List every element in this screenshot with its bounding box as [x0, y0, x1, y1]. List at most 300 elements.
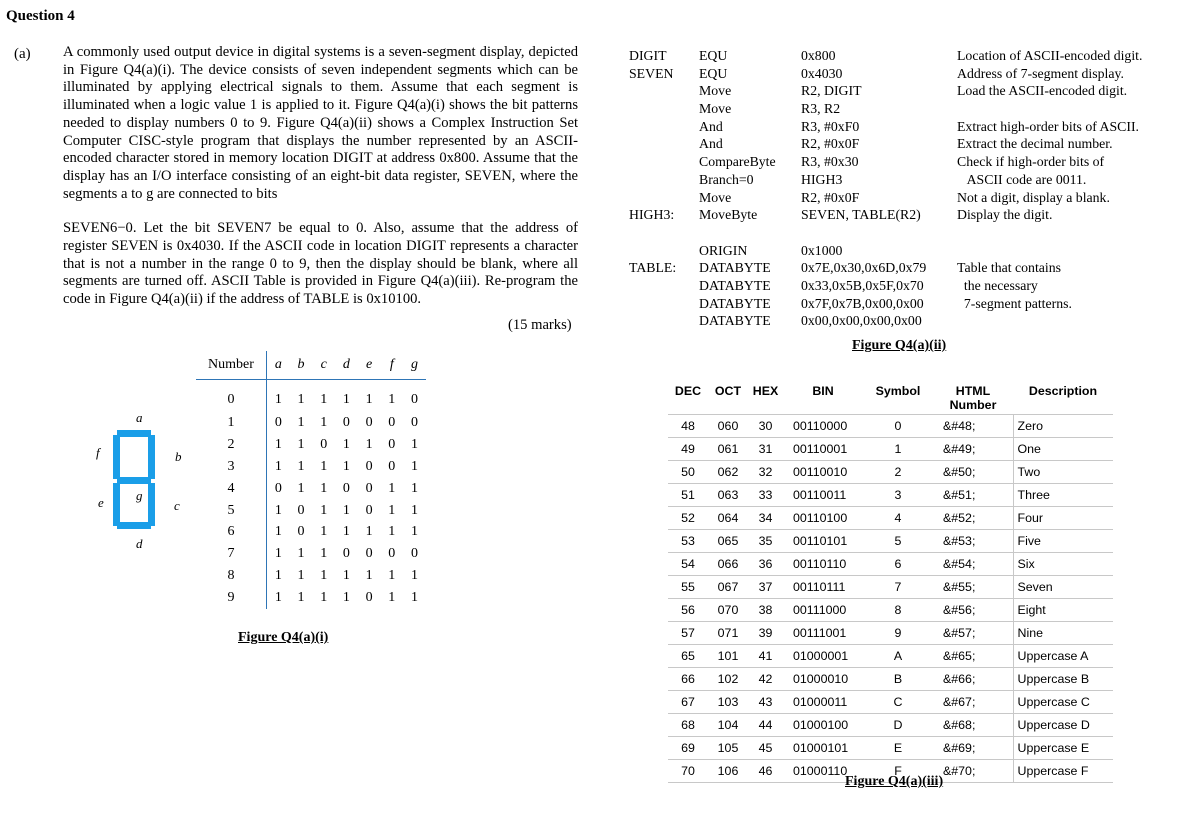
ascii-cell: 00110000: [783, 414, 863, 437]
bit-cell: 1: [274, 392, 282, 407]
code-opcode: Move: [699, 189, 732, 205]
ascii-cell: 35: [748, 529, 783, 552]
header-segment-e: e: [358, 351, 381, 380]
bit-cell: 1: [388, 480, 396, 496]
table-row: [196, 434, 426, 456]
bit-cell: 0: [342, 546, 350, 562]
bit-cell: 1: [297, 546, 305, 562]
header-segment-b: b: [290, 351, 313, 380]
ascii-cell: 53: [668, 529, 708, 552]
bit-cell: 0: [410, 392, 418, 407]
digit-cell: 7: [196, 543, 267, 565]
code-opcode: DATABYTE: [699, 295, 771, 311]
segment-label-e: e: [98, 495, 104, 510]
ascii-cell: 6: [863, 552, 933, 575]
ascii-cell: 01000010: [783, 667, 863, 690]
ascii-cell: 31: [748, 437, 783, 460]
ascii-cell: 41: [748, 644, 783, 667]
code-operands: R3, #0xF0: [801, 118, 860, 134]
ascii-cell: 103: [708, 690, 748, 713]
bit-cell: 1: [320, 546, 328, 562]
bit-cell: 1: [388, 590, 396, 606]
digit-cell: 8: [196, 565, 267, 587]
bit-cell: 1: [320, 480, 328, 496]
header-segment-f: f: [380, 351, 403, 380]
ascii-cell: &#55;: [933, 575, 1013, 598]
ascii-cell: 9: [863, 621, 933, 644]
ascii-cell: &#57;: [933, 621, 1013, 644]
ascii-cell: 52: [668, 506, 708, 529]
bit-cell: 0: [365, 590, 373, 606]
code-comment: Load the ASCII-encoded digit.: [957, 83, 1128, 99]
table-row: [668, 552, 1113, 575]
ascii-cell: 066: [708, 552, 748, 575]
ascii-cell: 01000110: [783, 759, 863, 782]
bit-cell: 1: [274, 568, 282, 584]
bit-cell: 0: [274, 480, 282, 496]
ascii-cell: 102: [708, 667, 748, 690]
bit-cell: 1: [320, 524, 328, 540]
code-operands: 0x1000: [801, 242, 843, 258]
ascii-cell: 063: [708, 483, 748, 506]
ascii-header-description: Description: [1028, 384, 1098, 398]
ascii-cell: 067: [708, 575, 748, 598]
ascii-cell: Uppercase F: [1013, 759, 1113, 782]
code-opcode: DATABYTE: [699, 313, 771, 329]
code-opcode: Branch=0: [699, 171, 754, 187]
segment-d: [117, 522, 151, 529]
ascii-cell: 00110001: [783, 437, 863, 460]
table-row: [196, 500, 426, 522]
ascii-cell: 00110100: [783, 506, 863, 529]
bit-cell: 1: [410, 524, 418, 540]
ascii-cell: 105: [708, 736, 748, 759]
bit-cell: 1: [410, 502, 418, 518]
segment-c: [148, 483, 155, 526]
ascii-cell: Seven: [1013, 575, 1113, 598]
ascii-cell: 061: [708, 437, 748, 460]
ascii-cell: F: [863, 759, 933, 782]
ascii-header-oct: OCT: [714, 384, 742, 398]
bit-cell: 0: [297, 524, 305, 540]
ascii-cell: One: [1013, 437, 1113, 460]
figure-caption-i: Figure Q4(a)(i): [238, 630, 329, 645]
code-comment: ASCII code are 0011.: [957, 171, 1087, 187]
code-opcode: EQU: [699, 48, 728, 63]
bit-cell: 0: [274, 414, 282, 430]
ascii-cell: Five: [1013, 529, 1113, 552]
ascii-cell: 00110110: [783, 552, 863, 575]
code-operands: 0x4030: [801, 65, 843, 81]
table-row: [668, 460, 1113, 483]
ascii-cell: 42: [748, 667, 783, 690]
bit-cell: 1: [274, 502, 282, 518]
bit-cell: 1: [410, 568, 418, 584]
table-row: [196, 380, 426, 413]
ascii-cell: 48: [668, 414, 708, 437]
segment-pattern-table: [196, 351, 426, 609]
ascii-cell: 51: [668, 483, 708, 506]
segment-b: [148, 435, 155, 479]
ascii-cell: 57: [668, 621, 708, 644]
paragraph-1: A commonly used output device in digital systems is a seven-segment display, depicted in Figure Q4(a)(i). The device consists of seven independent segments which can be illuminated by applying electrical signals to them. Assume that each segment is illuminated when a logic value 1 is applied to it. Figure Q4(a)(i) shows the bit patterns needed to display numbers 0 to 9. Figure Q4(a)(ii) shows a Complex Instruction Set Computer CISC-style program that displays the number represented by an ASCII-encoded character stored in memory location DIGIT at address 0x800. Assume that the display has an I/O interface consisting of an eight-bit data register, SEVEN, where the segments a to g are connected to bits: [63, 44, 578, 202]
ascii-cell: 00111000: [783, 598, 863, 621]
ascii-cell: &#51;: [933, 483, 1013, 506]
ascii-header-symbol: Symbol: [875, 384, 921, 398]
code-comment: Address of 7-segment display.: [957, 65, 1124, 81]
bit-cell: 0: [388, 458, 396, 474]
table-row: [196, 587, 426, 609]
ascii-cell: 070: [708, 598, 748, 621]
bit-cell: 0: [365, 414, 373, 430]
table-row: [196, 543, 426, 565]
code-operands: SEVEN, TABLE(R2): [801, 207, 921, 223]
ascii-header-hex: HEX: [752, 384, 779, 398]
bit-cell: 1: [320, 414, 328, 430]
bit-cell: 1: [297, 392, 305, 407]
bit-cell: 1: [274, 524, 282, 540]
header-number: Number: [196, 351, 267, 380]
ascii-cell: &#70;: [933, 759, 1013, 782]
ascii-cell: 36: [748, 552, 783, 575]
code-label: HIGH3:: [629, 207, 675, 223]
ascii-cell: 43: [748, 690, 783, 713]
bit-cell: 0: [410, 414, 418, 430]
ascii-cell: E: [863, 736, 933, 759]
bit-cell: 1: [320, 458, 328, 474]
digit-cell: 4: [196, 478, 267, 500]
code-comment: Table that contains: [957, 260, 1062, 276]
bit-cell: 1: [342, 392, 350, 407]
bit-cell: 1: [297, 458, 305, 474]
bit-cell: 0: [297, 502, 305, 518]
table-row: [668, 644, 1113, 667]
digit-cell: 9: [196, 587, 267, 609]
digit-cell: 6: [196, 521, 267, 543]
ascii-cell: 66: [668, 667, 708, 690]
ascii-cell: &#67;: [933, 690, 1013, 713]
ascii-cell: 01000100: [783, 713, 863, 736]
digit-cell: 2: [196, 434, 267, 456]
ascii-cell: 3: [863, 483, 933, 506]
ascii-cell: 064: [708, 506, 748, 529]
ascii-header-bin: BIN: [812, 384, 834, 398]
ascii-cell: 101: [708, 644, 748, 667]
ascii-cell: &#54;: [933, 552, 1013, 575]
bit-cell: 1: [365, 392, 373, 407]
table-row: [196, 521, 426, 543]
ascii-cell: 45: [748, 736, 783, 759]
digit-cell: 3: [196, 456, 267, 478]
bit-cell: 1: [297, 480, 305, 496]
ascii-cell: 67: [668, 690, 708, 713]
table-row: [668, 483, 1113, 506]
ascii-cell: 54: [668, 552, 708, 575]
ascii-cell: &#69;: [933, 736, 1013, 759]
ascii-cell: 69: [668, 736, 708, 759]
ascii-cell: &#56;: [933, 598, 1013, 621]
ascii-cell: 106: [708, 759, 748, 782]
ascii-cell: 2: [863, 460, 933, 483]
bit-cell: 1: [297, 436, 305, 452]
segment-f: [113, 435, 120, 479]
ascii-cell: 34: [748, 506, 783, 529]
bit-cell: 1: [342, 590, 350, 606]
bit-cell: 1: [410, 480, 418, 496]
table-row: [668, 437, 1113, 460]
ascii-cell: 44: [748, 713, 783, 736]
segment-label-g: g: [136, 488, 143, 503]
code-comment: 7-segment patterns.: [957, 295, 1072, 311]
table-row: [668, 529, 1113, 552]
bit-cell: 1: [342, 458, 350, 474]
ascii-cell: Uppercase A: [1013, 644, 1113, 667]
ascii-cell: Six: [1013, 552, 1113, 575]
code-operands: HIGH3: [801, 171, 843, 187]
ascii-cell: &#50;: [933, 460, 1013, 483]
ascii-cell: B: [863, 667, 933, 690]
ascii-cell: 55: [668, 575, 708, 598]
ascii-cell: 32: [748, 460, 783, 483]
table-row: [668, 506, 1113, 529]
bit-cell: 0: [320, 436, 328, 452]
bit-cell: 0: [342, 414, 350, 430]
ascii-cell: 00110011: [783, 483, 863, 506]
marks-label: (15 marks): [508, 317, 572, 333]
ascii-cell: Eight: [1013, 598, 1113, 621]
ascii-cell: Three: [1013, 483, 1113, 506]
bit-cell: 1: [320, 392, 328, 407]
segment-label-c: c: [174, 498, 180, 513]
ascii-header-dec: DEC: [674, 384, 702, 398]
bit-cell: 1: [342, 568, 350, 584]
code-comment: Not a digit, display a blank.: [957, 189, 1110, 205]
ascii-cell: 65: [668, 644, 708, 667]
bit-cell: 1: [297, 568, 305, 584]
table-row: [668, 667, 1113, 690]
code-operands: 0x7F,0x7B,0x00,0x00: [801, 295, 924, 311]
ascii-cell: Uppercase E: [1013, 736, 1113, 759]
header-segment-g: g: [403, 351, 426, 380]
ascii-cell: 39: [748, 621, 783, 644]
bit-cell: 1: [320, 502, 328, 518]
ascii-cell: 5: [863, 529, 933, 552]
table-row: [196, 456, 426, 478]
ascii-cell: &#49;: [933, 437, 1013, 460]
ascii-cell: Nine: [1013, 621, 1113, 644]
ascii-cell: &#53;: [933, 529, 1013, 552]
ascii-cell: D: [863, 713, 933, 736]
bit-cell: 1: [274, 590, 282, 606]
ascii-cell: 49: [668, 437, 708, 460]
code-comment: Extract the decimal number.: [957, 136, 1113, 152]
ascii-cell: Four: [1013, 506, 1113, 529]
bit-cell: 0: [410, 546, 418, 562]
ascii-cell: 70: [668, 759, 708, 782]
table-row: [668, 713, 1113, 736]
code-comment: Check if high-order bits of: [957, 154, 1105, 170]
code-label: DIGIT: [629, 48, 667, 63]
code-opcode: MoveByte: [699, 207, 758, 223]
code-operands: 0x33,0x5B,0x5F,0x70: [801, 277, 924, 293]
segment-label-f: f: [96, 445, 100, 460]
ascii-cell: 38: [748, 598, 783, 621]
paragraph-2: SEVEN6−0. Let the bit SEVEN7 be equal to 0. Also, assume that the address of register SEVEN is 0x4030. If the ASCII code in location DIGIT represents a character that is not a number in the range 0 to 9, then the display should be blank, where all segments are turned off. ASCII Table is provided in Figure Q4(a)(iii). Re-program the code in Figure Q4(a)(ii) if the address of TABLE is 0x10100.: [63, 220, 578, 308]
ascii-cell: 00110111: [783, 575, 863, 598]
ascii-cell: Uppercase C: [1013, 690, 1113, 713]
ascii-cell: 104: [708, 713, 748, 736]
ascii-cell: 1: [863, 437, 933, 460]
table-row: [668, 575, 1113, 598]
table-row: [196, 412, 426, 434]
digit-cell: 5: [196, 500, 267, 522]
bit-cell: 0: [388, 436, 396, 452]
bit-cell: 1: [365, 568, 373, 584]
ascii-cell: 062: [708, 460, 748, 483]
ascii-cell: Zero: [1013, 414, 1113, 437]
table-row: [668, 621, 1113, 644]
code-comment: the necessary: [957, 277, 1038, 293]
ascii-cell: &#65;: [933, 644, 1013, 667]
code-opcode: DATABYTE: [699, 277, 771, 293]
ascii-cell: 8: [863, 598, 933, 621]
ascii-cell: 00111001: [783, 621, 863, 644]
code-opcode: CompareByte: [699, 154, 776, 170]
ascii-cell: C: [863, 690, 933, 713]
code-operands: 0x800: [801, 48, 836, 63]
bit-cell: 1: [297, 414, 305, 430]
bit-cell: 1: [274, 436, 282, 452]
code-operands: 0x00,0x00,0x00,0x00: [801, 313, 922, 329]
ascii-cell: 46: [748, 759, 783, 782]
seven-segment-display: [90, 405, 190, 555]
bit-cell: 0: [342, 480, 350, 496]
ascii-cell: 00110101: [783, 529, 863, 552]
code-comment: Display the digit.: [957, 207, 1053, 223]
table-row: [668, 598, 1113, 621]
table-row: [196, 565, 426, 587]
code-label: SEVEN: [629, 65, 674, 81]
ascii-cell: A: [863, 644, 933, 667]
bit-cell: 1: [388, 392, 396, 407]
segment-label-b: b: [175, 449, 182, 464]
ascii-cell: &#48;: [933, 414, 1013, 437]
ascii-cell: 7: [863, 575, 933, 598]
ascii-cell: &#52;: [933, 506, 1013, 529]
segment-label-d: d: [136, 536, 143, 551]
ascii-cell: 68: [668, 713, 708, 736]
question-title: Question 4: [6, 8, 75, 24]
bit-cell: 1: [410, 590, 418, 606]
bit-cell: 1: [320, 590, 328, 606]
ascii-cell: 01000101: [783, 736, 863, 759]
ascii-cell: &#66;: [933, 667, 1013, 690]
ascii-cell: 071: [708, 621, 748, 644]
header-segment-d: d: [335, 351, 358, 380]
bit-cell: 1: [365, 436, 373, 452]
code-comment: Location of ASCII-encoded digit.: [957, 48, 1143, 63]
code-operands: R2, DIGIT: [801, 83, 862, 99]
code-operands: R2, #0x0F: [801, 189, 860, 205]
ascii-cell: 4: [863, 506, 933, 529]
figure-caption-ii: Figure Q4(a)(ii): [852, 338, 947, 353]
bit-cell: 0: [388, 414, 396, 430]
ascii-cell: Uppercase D: [1013, 713, 1113, 736]
table-row: [196, 478, 426, 500]
figure-caption-iii: Figure Q4(a)(iii): [845, 774, 944, 789]
ascii-header-html-number: HTML Number: [949, 384, 997, 412]
table-row: [668, 414, 1113, 437]
bit-cell: 1: [342, 502, 350, 518]
bit-cell: 0: [388, 546, 396, 562]
code-operands: R2, #0x0F: [801, 136, 860, 152]
ascii-cell: 30: [748, 414, 783, 437]
bit-cell: 1: [274, 546, 282, 562]
bit-cell: 1: [388, 502, 396, 518]
ascii-cell: 33: [748, 483, 783, 506]
digit-cell: 1: [196, 412, 267, 434]
code-opcode: Move: [699, 101, 732, 117]
question-body: [63, 44, 578, 309]
header-segment-a: a: [267, 351, 290, 380]
bit-cell: 0: [365, 502, 373, 518]
code-comment: Extract high-order bits of ASCII.: [957, 118, 1140, 134]
bit-cell: 0: [365, 458, 373, 474]
bit-cell: 1: [388, 524, 396, 540]
bit-cell: 1: [297, 590, 305, 606]
code-operands: R3, R2: [801, 101, 841, 117]
ascii-cell: 00110010: [783, 460, 863, 483]
code-opcode: And: [699, 118, 723, 134]
ascii-cell: 37: [748, 575, 783, 598]
bit-cell: 1: [365, 524, 373, 540]
ascii-cell: 50: [668, 460, 708, 483]
digit-cell: 0: [196, 380, 267, 413]
segment-g: [117, 477, 151, 484]
ascii-cell: 065: [708, 529, 748, 552]
ascii-cell: 01000001: [783, 644, 863, 667]
bit-cell: 1: [410, 458, 418, 474]
segment-a: [117, 430, 151, 437]
code-opcode: ORIGIN: [699, 242, 748, 258]
code-opcode: EQU: [699, 65, 728, 81]
header-segment-c: c: [312, 351, 335, 380]
ascii-cell: Uppercase B: [1013, 667, 1113, 690]
segment-label-a: a: [136, 410, 143, 425]
bit-cell: 0: [365, 480, 373, 496]
ascii-table: [668, 378, 1113, 783]
bit-cell: 1: [320, 568, 328, 584]
ascii-cell: 0: [863, 414, 933, 437]
code-operands: R3, #0x30: [801, 154, 859, 170]
ascii-cell: Two: [1013, 460, 1113, 483]
segment-e: [113, 483, 120, 526]
ascii-cell: &#68;: [933, 713, 1013, 736]
bit-cell: 1: [342, 436, 350, 452]
bit-cell: 0: [365, 546, 373, 562]
code-opcode: And: [699, 136, 723, 152]
bit-cell: 1: [388, 568, 396, 584]
ascii-cell: 01000011: [783, 690, 863, 713]
table-row: [668, 736, 1113, 759]
bit-cell: 1: [274, 458, 282, 474]
code-operands: 0x7E,0x30,0x6D,0x79: [801, 260, 927, 276]
code-opcode: DATABYTE: [699, 260, 771, 276]
code-label: TABLE:: [629, 260, 677, 276]
table-row: [668, 690, 1113, 713]
code-opcode: Move: [699, 83, 732, 99]
part-label: (a): [14, 46, 31, 62]
